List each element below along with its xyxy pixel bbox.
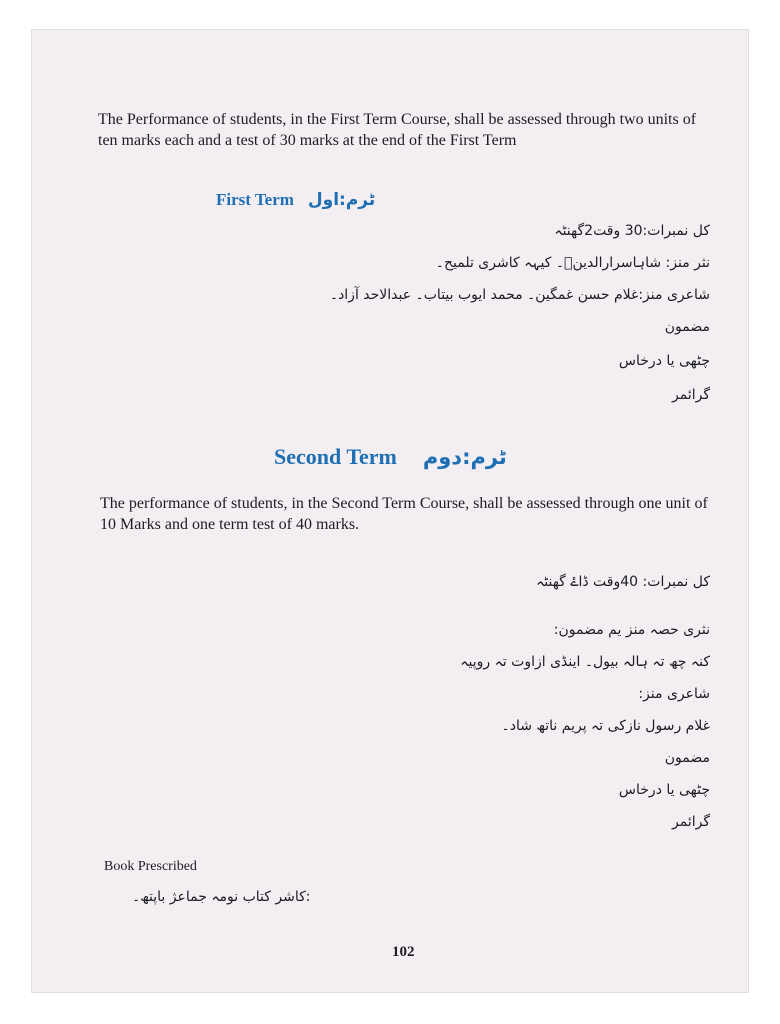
first-term-heading-en: First Term (216, 190, 294, 209)
second-term-prose-line: کنہ چھ تہ ہالہ بیول۔ اینڈی ازاوت تہ روپیہ (460, 654, 710, 670)
second-term-letter-line: چٹھی یا درخاس (618, 782, 710, 798)
first-term-letter-line: چٹھی یا درخاس (618, 353, 710, 369)
first-term-intro: The Performance of students, in the First Term Course, shall be assessed through two units of ten marks each and a test of 30 marks at the end of the First Term (98, 111, 697, 149)
second-term-poetry-heading: شاعری منز: (638, 686, 710, 702)
first-term-total-marks-line: کل نمبرات:30 وقت2گھنٹہ (554, 223, 710, 239)
first-term-heading-ur: ٹرم:اول (307, 190, 376, 210)
second-term-poetry-line: غلام رسول نازکی تہ پریم ناتھ شاد۔ (501, 718, 710, 734)
second-term-essay-line: مضمون (664, 750, 710, 766)
first-term-essay-line: مضمون (664, 319, 710, 335)
page-number: 102 (392, 944, 415, 960)
second-term-heading-ur: ٹرم:دوم (422, 445, 507, 469)
second-term-heading-en: Second Term (274, 444, 397, 469)
first-term-grammar-line: گرائمر (672, 387, 710, 403)
first-term-heading (216, 190, 456, 210)
second-term-grammar-line: گرائمر (672, 814, 710, 830)
second-term-intro: The performance of students, in the Second Term Course, shall be assessed through one unit of 10 Marks and one term test of 40 marks. (100, 495, 708, 533)
document-page (32, 30, 748, 992)
book-prescribed-label: Book Prescribed (104, 859, 197, 874)
book-prescribed-title: :کاشر کتاب نومہ جماعژ باپتھ۔ (132, 889, 311, 905)
second-term-prose-heading: نثری حصہ منز یم مضمون: (553, 622, 710, 638)
second-term-total-marks-line: کل نمبرات: 40وقت ڈاۓ گھنٹہ (536, 574, 710, 590)
second-term-heading (274, 444, 574, 470)
first-term-poetry-line: شاعری منز:غلام حسن غمگین۔ محمد ایوب بیتاب۔ عبدالاحد آزاد۔ (329, 287, 710, 303)
first-term-prose-line: نثر منز: شاہاسرارالدینؒ۔ کیہہ کاشری تلمیح۔ (435, 255, 710, 271)
